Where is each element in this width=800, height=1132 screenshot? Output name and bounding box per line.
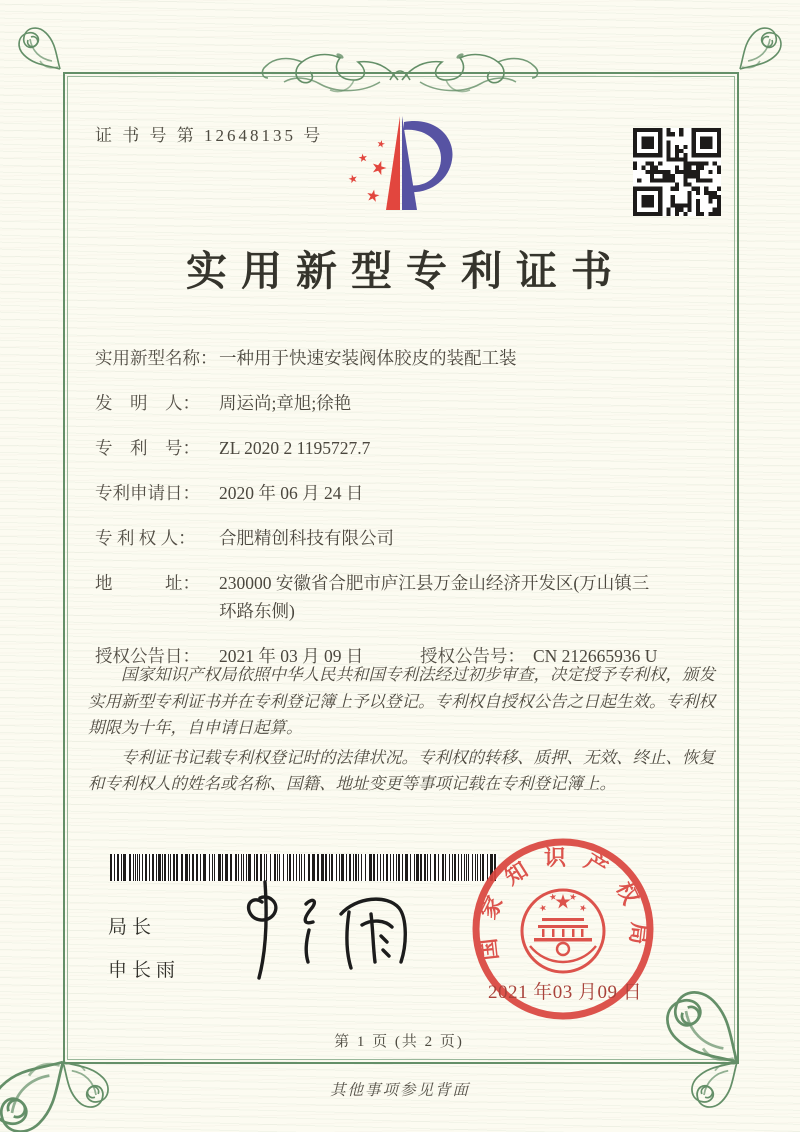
legal-paragraph-2: 专利证书记载专利权登记时的法律状况。专利权的转移、质押、无效、终止、恢复和专利权人的姓名或名称、国籍、地址变更等事项记载在专利登记簿上。 <box>88 747 715 793</box>
cnipa-logo-icon <box>338 108 462 222</box>
field-value: 合肥精创科技有限公司 <box>219 528 394 548</box>
field-row-address <box>95 569 715 625</box>
fields-section <box>95 344 715 687</box>
field-value: 230000 安徽省合肥市庐江县万金山经济开发区(万山镇三环路东侧) <box>219 573 650 621</box>
certificate-title: 实用新型专利证书 <box>186 248 626 294</box>
field-label: 授权公告号： <box>420 646 525 666</box>
field-value: 2021 年 03 月 09 日 <box>219 646 364 666</box>
field-value: 周运尚;章旭;徐艳 <box>219 393 352 413</box>
certificate-number: 证 书 号 第 12648135 号 <box>95 126 324 145</box>
field-value: ZL 2020 2 1195727.7 <box>219 438 371 458</box>
field-label: 地 址： <box>95 573 200 593</box>
field-row-patent-no <box>95 434 715 462</box>
officer-block <box>108 912 180 998</box>
official-seal <box>468 834 658 1024</box>
back-note: 其他事项参见背面 <box>329 1082 470 1099</box>
director-signature-icon <box>210 872 420 987</box>
officer-title: 局长 <box>108 917 157 938</box>
field-label: 专 利 权 人： <box>95 528 196 548</box>
legal-paragraph-1: 国家知识产权局依照中华人民共和国专利法经过初步审查，决定授予专利权，颁发实用新型专利证书并在专利登记簿上予以登记。专利权自授权公告之日起生效。专利权期限为十年，自申请日起算。 <box>88 665 715 737</box>
legal-text-section <box>88 662 716 801</box>
field-value: CN 212665936 U <box>533 646 658 666</box>
national-emblem-icon <box>522 890 604 972</box>
seal-ring-text: 国家知识产权局 <box>473 845 653 962</box>
field-label: 专 利 号： <box>95 438 200 458</box>
field-row-name <box>95 344 715 372</box>
officer-name: 申长雨 <box>108 960 181 981</box>
field-value: 一种用于快速安装阀体胶皮的装配工装 <box>219 348 517 368</box>
field-value: 2020 年 06 月 24 日 <box>219 483 364 503</box>
field-label: 发 明 人： <box>95 393 200 413</box>
qr-code <box>633 128 721 216</box>
field-label: 实用新型名称： <box>95 348 218 368</box>
field-row-patentee <box>95 524 715 552</box>
field-label: 授权公告日： <box>95 646 200 666</box>
page-indicator: 第 1 页 (共 2 页) <box>334 1034 464 1050</box>
field-label: 专利申请日： <box>95 483 200 503</box>
seal-date: 2021 年03 月09 日 <box>488 982 643 1003</box>
field-row-inventors <box>95 389 715 417</box>
field-row-filing-date <box>95 479 715 507</box>
